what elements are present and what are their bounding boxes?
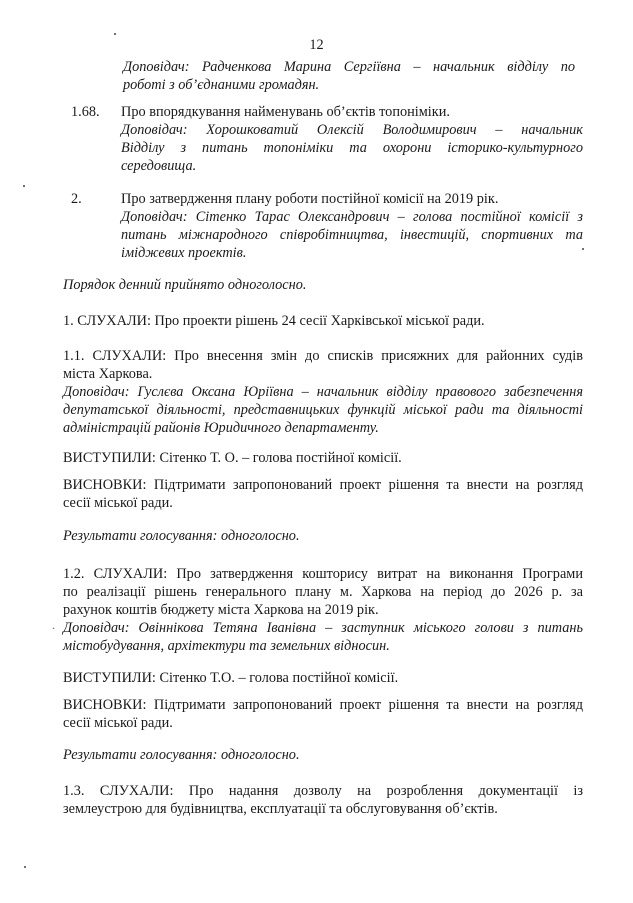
scan-mark: .	[52, 618, 55, 632]
agenda-item-title: Про затвердження плану роботи постійної комісії на 2019 рік.	[121, 191, 499, 207]
heard-1: 1. СЛУХАЛИ: Про проекти рішень 24 сесії Харківської міської ради.	[63, 313, 485, 329]
agenda-item-reporter: Доповідач: Хорошковатий Олексій Володимирович – начальник Відділу з питань топоніміки та охорони історико-культурного середовища.	[121, 122, 583, 174]
heard-1-1-reporter: Доповідач: Гуслєва Оксана Юріївна – начальник відділу правового забезпечення депутатської діяльності, представницьких функцій міської ради та діяльності адміністрацій районів Юридичного департаменту.	[63, 384, 583, 436]
conclusions-1-1: ВИСНОВКИ: Підтримати запропонований проект рішення та внести на розгляд сесії міської ради.	[63, 477, 583, 511]
agenda-adopted: Порядок денний прийнято одноголосно.	[63, 277, 307, 293]
spoke-1-1: ВИСТУПИЛИ: Сітенко Т. О. – голова постійної комісії.	[63, 450, 402, 466]
agenda-item-title: Про впорядкування найменувань об’єктів топоніміки.	[121, 104, 450, 120]
conclusions-1-2: ВИСНОВКИ: Підтримати запропонований проект рішення та внести на розгляд сесії міської ради.	[63, 697, 583, 731]
page-number: 12	[309, 37, 324, 53]
scan-speck	[24, 866, 26, 868]
spoke-1-2: ВИСТУПИЛИ: Сітенко Т.О. – голова постійної комісії.	[63, 670, 399, 686]
agenda-item	[63, 103, 583, 175]
heard-1-2-reporter: Доповідач: Овіннікова Тетяна Іванівна – заступник міського голови з питань містобудування, архітектури та земельних відносин.	[63, 620, 583, 654]
reporter-label: Доповідач:	[123, 59, 190, 75]
scan-speck	[114, 33, 116, 35]
agenda-item	[63, 190, 583, 262]
heard-1-3: 1.3. СЛУХАЛИ: Про надання дозволу на розроблення документації із землеустрою для будівництва, експлуатації та обслуговування об’єктів.	[63, 783, 583, 817]
intro-reporter: Доповідач: Радченкова Марина Сергіївна – начальник відділу по роботі з об’єднаними громадян.	[123, 59, 575, 93]
agenda-item-reporter: Доповідач: Сітенко Тарас Олександрович – голова постійної комісії з питань міжнародного співробітництва, інвестицій, спортивних та іміджевих проектів.	[121, 209, 583, 261]
scan-speck	[23, 185, 25, 187]
agenda-item-number: 1.68.	[71, 104, 100, 120]
heard-1-1: 1.1. СЛУХАЛИ: Про внесення змін до списків присяжних для районних судів міста Харкова. Доповідач: Гуслєва Оксана Юріївна – начальник відділу правового забезпечення депутатської діяльності, представницьких функцій міської ради та діяльності адміністрацій районів Юридичного департаменту.	[63, 348, 583, 436]
agenda-item-number: 2.	[71, 191, 82, 207]
voting-1-1: Результати голосування: одноголосно.	[63, 528, 300, 544]
voting-1-2: Результати голосування: одноголосно.	[63, 747, 300, 763]
heard-1-2: 1.2. СЛУХАЛИ: Про затвердження кошторису витрат на виконання Програми по реалізації рішень генерального плану м. Харкова на період до 2026 р. за рахунок коштів бюджету міста Харкова на 2019 рік. Доповідач: Овіннікова Тетяна Іванівна – заступник міського голови з питань містобудування, архітектури та земельних відносин.	[63, 566, 583, 654]
